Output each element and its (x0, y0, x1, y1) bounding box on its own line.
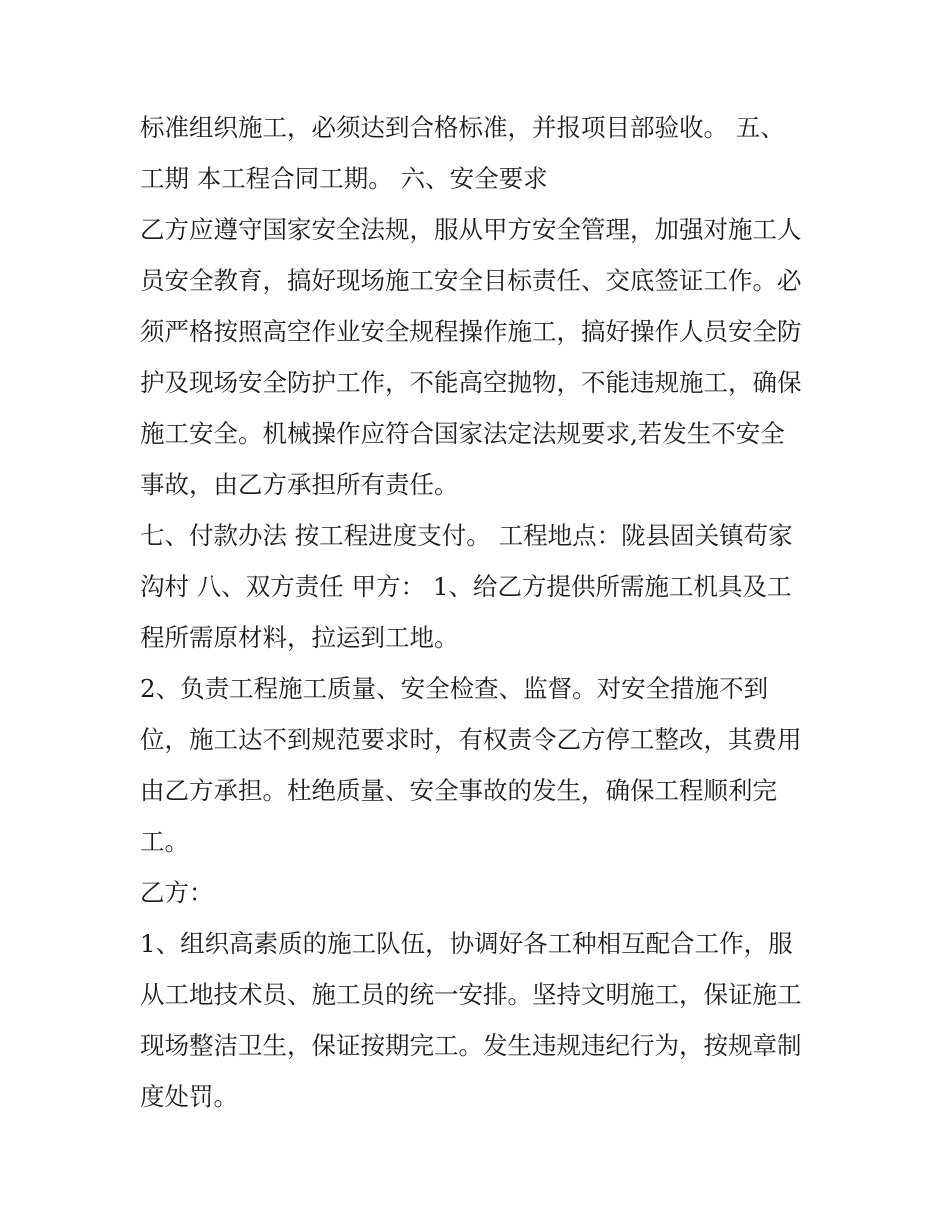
text-line: 施工安全。机械操作应符合国家法定法规要求,若发生不安全 (140, 419, 785, 448)
text-line: 七、付款办法 按工程进度支付。 工程地点：陇县固关镇苟家 (140, 521, 793, 550)
text-line: 须严格按照高空作业安全规程操作施工，搞好操作人员安全防 (140, 317, 802, 346)
text-line: 事故，由乙方承担所有责任。 (140, 470, 459, 499)
text-line: 护及现场安全防护工作，不能高空抛物，不能违规施工，确保 (140, 368, 802, 397)
text-line: 1、组织高素质的施工队伍，协调好各工种相互配合工作，服 (140, 929, 793, 958)
text-line: 2、负责工程施工质量、安全检查、监督。对安全措施不到 (140, 674, 769, 703)
text-line: 由乙方承担。杜绝质量、安全事故的发生，确保工程顺利完 (140, 776, 777, 805)
text-line: 现场整洁卫生，保证按期完工。发生违规违纪行为，按规章制 (140, 1031, 802, 1060)
text-line: 工期 本工程合同工期。 六、安全要求 (140, 164, 548, 193)
text-line: 标准组织施工，必须达到合格标准，并报项目部验收。 五、 (140, 113, 785, 142)
document-body (140, 102, 820, 1122)
text-line: 乙方应遵守国家安全法规，服从甲方安全管理，加强对施工人 (140, 215, 802, 244)
text-line: 工。 (140, 827, 189, 856)
text-line: 沟村 八、双方责任 甲方： 1、给乙方提供所需施工机具及工 (140, 572, 792, 601)
text-line: 度处罚。 (140, 1082, 238, 1111)
text-line: 员安全教育，搞好现场施工安全目标责任、交底签证工作。必 (140, 266, 802, 295)
text-line: 乙方： (140, 878, 214, 907)
text-line: 从工地技术员、施工员的统一安排。坚持文明施工，保证施工 (140, 980, 802, 1009)
text-line: 程所需原材料，拉运到工地。 (140, 623, 459, 652)
text-line: 位，施工达不到规范要求时，有权责令乙方停工整改，其费用 (140, 725, 802, 754)
